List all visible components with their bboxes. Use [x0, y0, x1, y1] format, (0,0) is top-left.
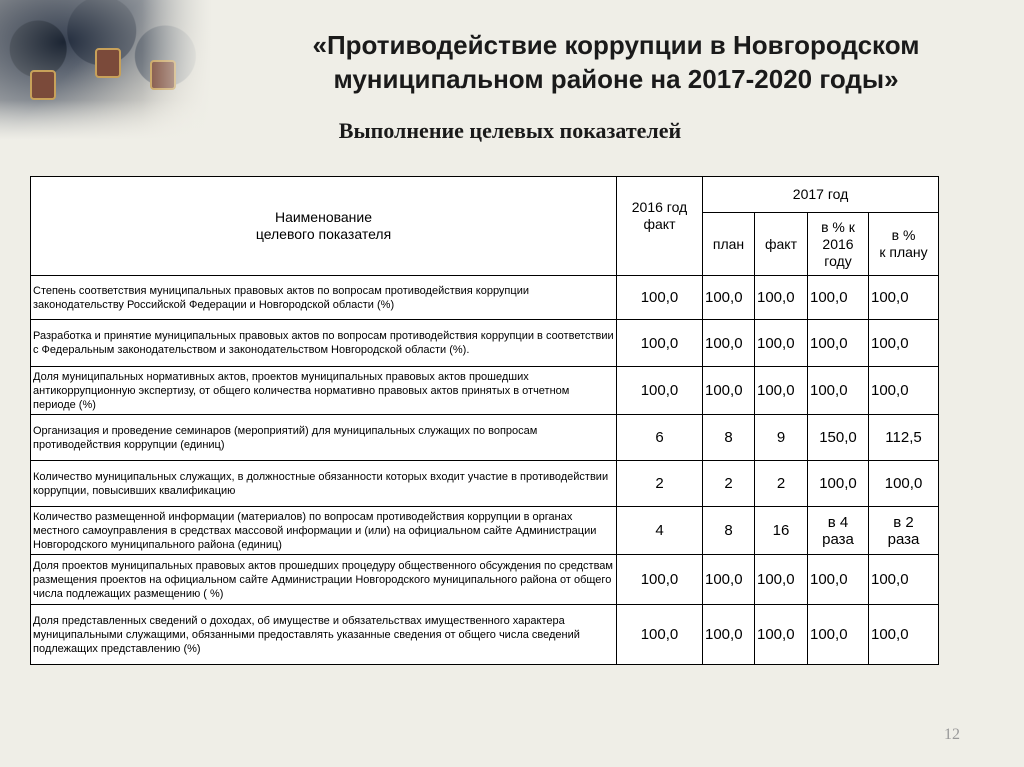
cell-2016: 2: [617, 461, 703, 507]
row-name: Доля проектов муниципальных правовых актов прошедших процедуру общественного обсуждения по средствам размещения проектов на официальном сайте Администрации Новгородского муниципального района от общего числа подлежащих размещению ( %): [31, 555, 617, 605]
row-name: Степень соответствия муниципальных правовых актов по вопросам противодействия коррупции законодательству Российской Федерации и Новгородской области (%): [31, 276, 617, 320]
row-name: Разработка и принятие муниципальных правовых актов по вопросам противодействия коррупции в соответствии с Федеральным законодательством и законодательством Новгородской области (%).: [31, 320, 617, 367]
table-row: [31, 461, 939, 507]
cell-pct-2016: 100,0: [808, 555, 869, 605]
cell-pct-2016: 150,0: [808, 415, 869, 461]
cell-pct-2016: в 4 раза: [808, 507, 869, 555]
header-pct-plan: в % к плану: [869, 213, 939, 276]
indicators-table: [30, 176, 939, 665]
table-row: [31, 555, 939, 605]
cell-fact: 16: [755, 507, 808, 555]
cell-2016: 6: [617, 415, 703, 461]
cell-pct-2016: 100,0: [808, 605, 869, 665]
cell-pct-2016: 100,0: [808, 320, 869, 367]
cell-2016: 4: [617, 507, 703, 555]
cell-2016: 100,0: [617, 320, 703, 367]
cell-pct-plan: 100,0: [869, 367, 939, 415]
page-title: [236, 28, 996, 96]
cell-pct-2016: 100,0: [808, 461, 869, 507]
cell-plan: 100,0: [703, 276, 755, 320]
header-pct-2016: в % к 2016 году: [808, 213, 869, 276]
cell-plan: 100,0: [703, 605, 755, 665]
header-2016: 2016 год факт: [617, 177, 703, 276]
cell-pct-plan: 100,0: [869, 461, 939, 507]
cell-fact: 100,0: [755, 605, 808, 665]
row-name: Организация и проведение семинаров (мероприятий) для муниципальных служащих по вопросам противодействия коррупции (единиц): [31, 415, 617, 461]
cell-pct-2016: 100,0: [808, 276, 869, 320]
police-photo: [0, 0, 212, 140]
table-row: [31, 507, 939, 555]
page-number: 12: [944, 726, 960, 743]
row-name: Доля муниципальных нормативных актов, проектов муниципальных правовых актов прошедших антикоррупционную экспертизу, от общего количества нормативно правовых актов принятых в отчетном периоде (%): [31, 367, 617, 415]
table-row: [31, 276, 939, 320]
cell-fact: 100,0: [755, 367, 808, 415]
row-name: Доля представленных сведений о доходах, об имуществе и обязательствах имущественного характера муниципальными служащими, обязанными предоставлять указанные сведения от общего числа сведений подлежащих представлению (%): [31, 605, 617, 665]
cell-pct-2016: 100,0: [808, 367, 869, 415]
cell-2016: 100,0: [617, 276, 703, 320]
title-line-2: муниципальном районе на 2017-2020 годы»: [333, 64, 899, 94]
header-fact: факт: [755, 213, 808, 276]
page-subtitle: Выполнение целевых показателей: [338, 118, 682, 143]
cell-pct-plan: 100,0: [869, 605, 939, 665]
cell-plan: 8: [703, 415, 755, 461]
cell-plan: 8: [703, 507, 755, 555]
cell-pct-plan: 100,0: [869, 320, 939, 367]
table-row: [31, 605, 939, 665]
header-2017: 2017 год: [703, 177, 939, 213]
cell-pct-plan: 100,0: [869, 276, 939, 320]
table-row: [31, 320, 939, 367]
cell-fact: 100,0: [755, 276, 808, 320]
cell-fact: 9: [755, 415, 808, 461]
cell-pct-plan: 112,5: [869, 415, 939, 461]
cell-fact: 100,0: [755, 555, 808, 605]
cell-plan: 100,0: [703, 367, 755, 415]
cell-plan: 2: [703, 461, 755, 507]
cell-fact: 100,0: [755, 320, 808, 367]
cell-pct-plan: 100,0: [869, 555, 939, 605]
cell-pct-plan: в 2 раза: [869, 507, 939, 555]
cell-plan: 100,0: [703, 320, 755, 367]
cell-plan: 100,0: [703, 555, 755, 605]
header-name: Наименование целевого показателя: [31, 177, 617, 276]
cell-2016: 100,0: [617, 367, 703, 415]
cell-2016: 100,0: [617, 605, 703, 665]
table-row: [31, 367, 939, 415]
cell-fact: 2: [755, 461, 808, 507]
row-name: Количество муниципальных служащих, в должностные обязанности которых входит участие в противодействии коррупции, повысивших квалификацию: [31, 461, 617, 507]
row-name: Количество размещенной информации (материалов) по вопросам противодействия коррупции в органах местного самоуправления в средствах массовой информации и (или) на официальном сайте Администрации Новгородского муниципального района (единиц): [31, 507, 617, 555]
header-plan: план: [703, 213, 755, 276]
title-line-1: «Противодействие коррупции в Новгородском: [312, 30, 920, 60]
table-row: [31, 415, 939, 461]
cell-2016: 100,0: [617, 555, 703, 605]
